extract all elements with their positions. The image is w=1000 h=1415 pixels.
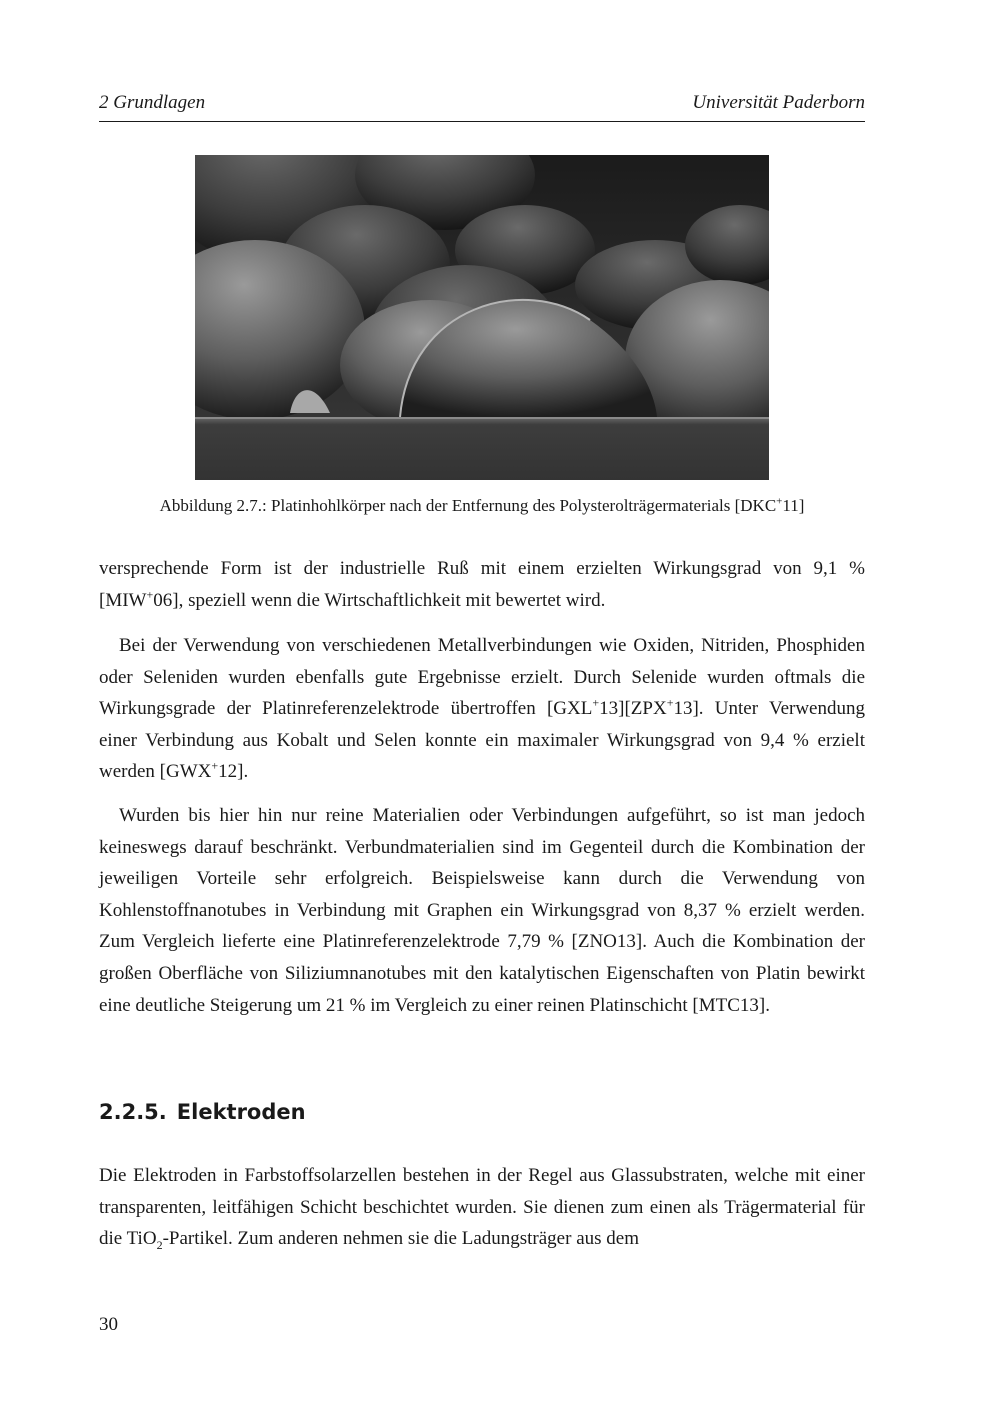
p2-sup-1: + [592, 695, 600, 710]
header-university: Universität Paderborn [692, 92, 865, 113]
section-title: Elektroden [176, 1100, 306, 1124]
paragraph-1 [99, 553, 865, 616]
running-header [99, 92, 865, 118]
figure-caption [99, 496, 865, 516]
section-heading [99, 1100, 306, 1124]
sem-image-drawing [195, 155, 769, 480]
p4-text-b: -Partikel. Zum anderen nehmen sie die Ladungsträger aus dem [162, 1228, 639, 1250]
p4-text-a: Die Elektroden in Farbstoffsolarzellen bestehen in der Regel aus Glassubstraten, welche mit einer transparenten, leitfähigen Schicht beschichtet wurden. Sie dienen zum einen als Trägermaterial für die TiO [99, 1165, 865, 1250]
p4-subscript: 2 [156, 1237, 163, 1252]
p1-text-a: versprechende Form ist der industrielle Ruß mit einem erzielten Wirkungsgrad von 9,1 % [MIW [99, 558, 865, 611]
p3-text: Wurden bis hier hin nur reine Materialien oder Verbindungen aufgeführt, so ist man jedoch keineswegs darauf beschränkt. Verbundmaterialien sind im Gegenteil durch die Kombination der jeweiligen Vorteile sehr erfolgreich. Beispielsweise kann durch die Verwendung von Kohlenstoffnanotubes in Verbindung mit Graphen ein Wirkungsgrad von 8,37 % erzielt werden. Zum Vergleich lieferte eine Platinreferenzelektrode 7,79 % [ZNO13]. Auch die Kombination der großen Oberfläche von Siliziumnanotubes mit den katalytischen Eigenschaften von Platin bewirkt eine deutliche Steigerung um 21 % im Vergleich zu einer reinen Platinschicht [MTC13]. [99, 805, 865, 1016]
paragraph-4 [99, 1160, 865, 1255]
page-number: 30 [99, 1314, 118, 1335]
header-chapter: 2 Grundlagen [99, 92, 206, 113]
section-number: 2.2.5. [99, 1100, 167, 1124]
p2-text-b: 13][ZPX [599, 698, 667, 720]
p1-sup: + [146, 587, 154, 602]
header-rule [99, 121, 865, 122]
paragraph-2 [99, 630, 865, 788]
paragraph-3 [99, 800, 865, 1021]
p1-text-b: 06], speziell wenn die Wirtschaftlichkeit mit bewertet wird. [153, 589, 606, 611]
caption-text: Platinhohlkörper nach der Entfernung des Polysterolträgermaterials [DKC [271, 496, 777, 515]
p2-text-d: 12]. [218, 761, 249, 783]
sem-micrograph [195, 155, 769, 480]
p2-sup-3: + [211, 759, 219, 774]
caption-label: Abbildung 2.7.: [159, 496, 267, 515]
caption-superscript: + [776, 495, 783, 508]
caption-end: 11] [782, 496, 805, 515]
p2-text-a: Bei der Verwendung von verschiedenen Metallverbindungen wie Oxiden, Nitriden, Phosphiden oder Seleniden wurden ebenfalls gute Ergebnisse erzielt. Durch Selenide wurden oftmals die Wirkungsgrade der Platinreferenzelektrode übertroffen [GXL [99, 635, 865, 720]
p2-text-c: 13]. Unter Verwendung einer Verbindung aus Kobalt und Selen konnte ein maximaler Wirkungsgrad von 9,4 % erzielt werden [GWX [99, 698, 865, 783]
p2-sup-2: + [666, 695, 674, 710]
